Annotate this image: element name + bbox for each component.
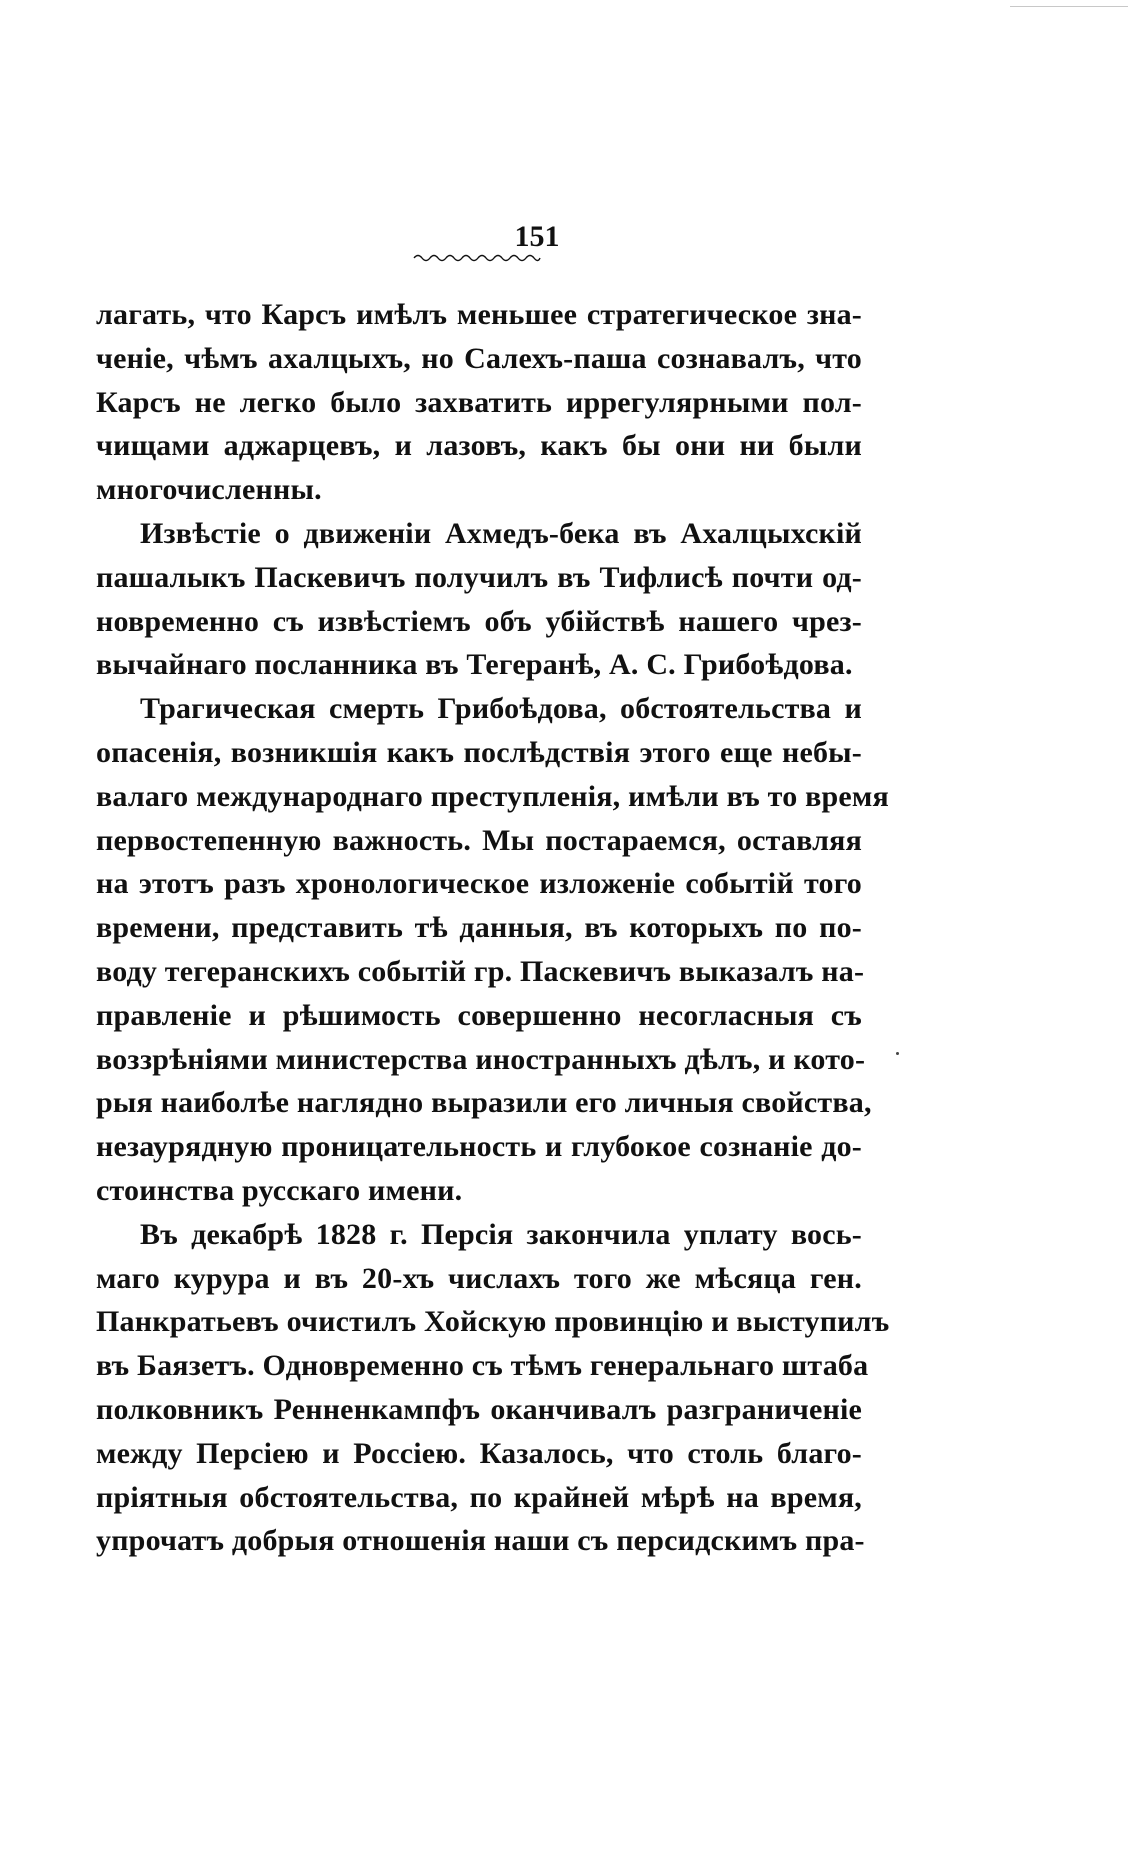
text-line: воззрѣніями министерства иностранныхъ дѣлъ, и кото- xyxy=(96,1042,866,1076)
text-line: времени, представить тѣ данныя, въ которыхъ по по- xyxy=(96,911,862,945)
text-line: чищами аджарцевъ, и лазовъ, какъ бы они ни были xyxy=(96,429,862,463)
text-line: многочисленны. xyxy=(96,473,322,507)
text-line: полковникъ Ренненкампфъ оканчивалъ разграниченіе xyxy=(96,1392,862,1426)
text-line: Карсъ не легко было захватить иррегулярными пол- xyxy=(96,385,862,419)
text-line: валаго международнаго преступленія, имѣли въ то время xyxy=(96,779,889,813)
text-line: правленіе и рѣшимость совершенно несогласныя съ xyxy=(96,998,862,1032)
text-line: вычайнаго посланника въ Тегеранѣ, А. С. Грибоѣдова. xyxy=(96,648,853,682)
text-line: Панкратьевъ очистилъ Хойскую провинцію и выступилъ xyxy=(96,1305,890,1339)
page-number-text: 151 xyxy=(514,220,560,253)
text-line: опасенія, возникшія какъ послѣдствія этого еще небы- xyxy=(96,735,862,769)
text-line: въ Баязетъ. Одновременно съ тѣмъ генеральнаго штаба xyxy=(96,1349,869,1383)
text-line: стоинства русскаго имени. xyxy=(96,1173,463,1207)
text-line: между Персіею и Россіею. Казалось, что столь благо- xyxy=(96,1436,862,1470)
text-line: рыя наиболѣе наглядно выразили его личныя свойства, xyxy=(96,1086,872,1120)
text-line: Въ декабрѣ 1828 г. Персія закончила уплату вось- xyxy=(140,1217,862,1251)
text-line: Трагическая смерть Грибоѣдова, обстоятельства и xyxy=(140,692,862,726)
scan-edge-rule xyxy=(1010,6,1128,7)
text-line: пріятныя обстоятельства, по крайней мѣрѣ на время, xyxy=(96,1480,862,1514)
text-line: первостепенную важность. Мы постараемся, оставляя xyxy=(96,823,862,857)
text-line: ченіе, чѣмъ ахалцыхъ, но Салехъ-паша сознавалъ, что xyxy=(96,341,862,375)
text-line: лагать, что Карсъ имѣлъ меньшее стратегическое зна- xyxy=(96,298,862,331)
text-line: новременно съ извѣстіемъ объ убійствѣ нашего чрез- xyxy=(96,604,862,638)
text-line: маго курура и въ 20-хъ числахъ того же мѣсяца ген. xyxy=(96,1261,862,1295)
body-text xyxy=(96,293,890,1563)
scan-speck xyxy=(896,1052,899,1055)
text-line: на этотъ разъ хронологическое изложеніе событій того xyxy=(96,867,862,901)
page-number xyxy=(0,222,1140,252)
text-line: незаурядную проницательность и глубокое сознаніе до- xyxy=(96,1130,862,1164)
text-line: воду тегеранскихъ событій гр. Паскевичъ выказалъ на- xyxy=(96,954,865,988)
text-line: упрочатъ добрыя отношенія наши съ персидскимъ пра- xyxy=(96,1524,865,1558)
wavy-ornament-icon xyxy=(412,252,542,264)
text-line: пашалыкъ Паскевичъ получилъ въ Тифлисѣ почти од- xyxy=(96,560,862,594)
text-line: Извѣстіе о движеніи Ахмедъ-бека въ Ахалцыхскій xyxy=(140,516,862,550)
